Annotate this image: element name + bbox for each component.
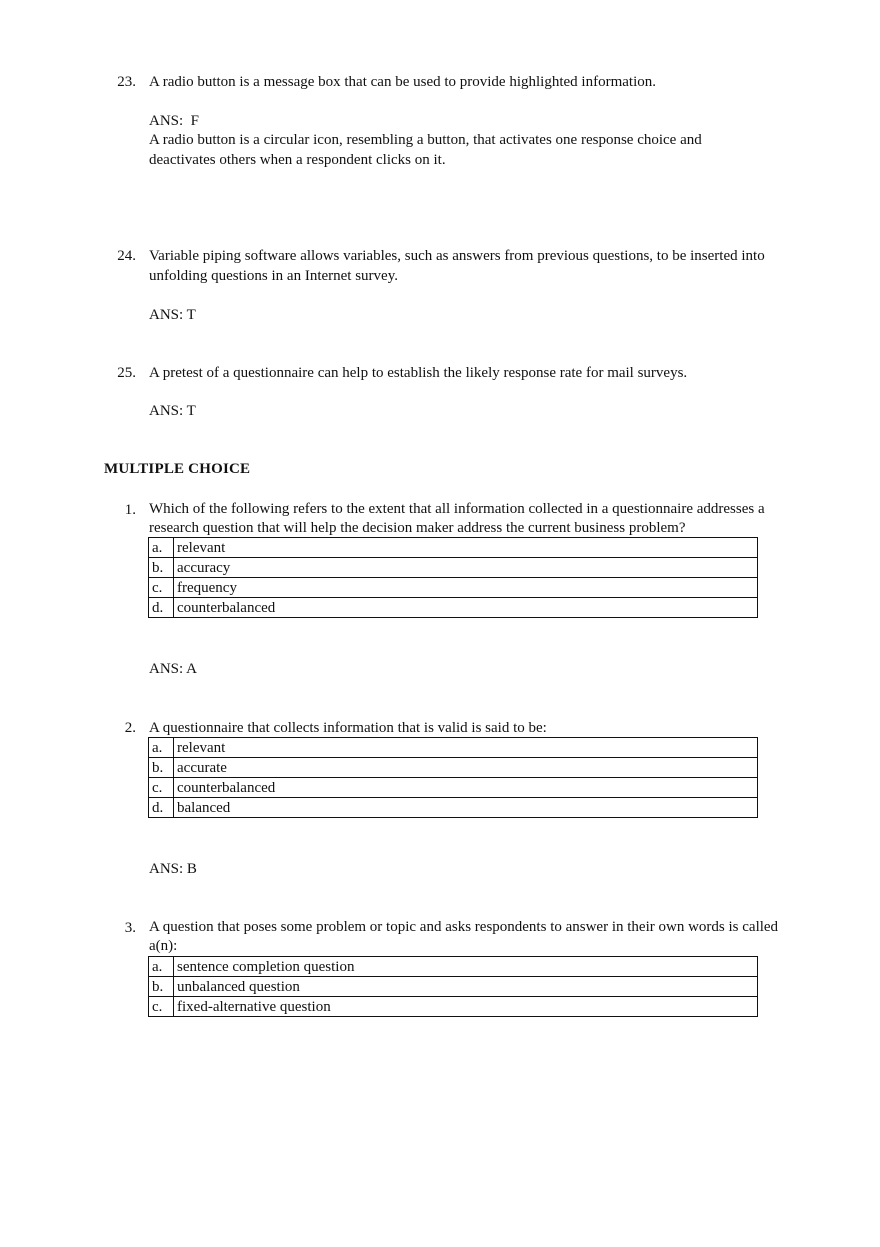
question-text: Variable piping software allows variables, such as answers from previous questions, to be inserted into unfolding questions in an Internet survey. (149, 248, 765, 284)
option-text: counterbalanced (174, 598, 758, 618)
question-number: 23. (117, 74, 136, 90)
option-text: fixed-alternative question (174, 997, 758, 1017)
option-text: counterbalanced (174, 778, 758, 798)
options-table (148, 537, 758, 618)
answer-label: ANS: T (149, 403, 196, 419)
options-table (148, 956, 758, 1017)
option-letter: c. (149, 578, 174, 598)
option-letter: d. (149, 798, 174, 818)
option-row (149, 957, 758, 977)
option-row (149, 738, 758, 758)
option-text: accuracy (174, 558, 758, 578)
option-text: relevant (174, 738, 758, 758)
question-number: 3. (124, 920, 136, 936)
option-row (149, 578, 758, 598)
option-text: unbalanced question (174, 977, 758, 997)
option-row (149, 758, 758, 778)
option-letter: c. (149, 997, 174, 1017)
option-row (149, 558, 758, 578)
option-letter: c. (149, 778, 174, 798)
option-letter: a. (149, 957, 174, 977)
answer-label: ANS: F (149, 113, 200, 129)
answer-label: ANS: A (149, 661, 197, 677)
question-number: 25. (117, 365, 136, 381)
answer-explanation: A radio button is a circular icon, resembling a button, that activates one response choice and deactivates others when a respondent clicks on it. (149, 132, 702, 168)
answer-label: ANS: B (149, 861, 197, 877)
question-number: 2. (124, 720, 136, 736)
option-letter: a. (149, 738, 174, 758)
option-letter: a. (149, 538, 174, 558)
option-row (149, 778, 758, 798)
question-number: 24. (117, 248, 136, 264)
question-text: A question that poses some problem or topic and asks respondents to answer in their own words is called a(n): (149, 919, 779, 954)
question-text: A radio button is a message box that can be used to provide highlighted information. (149, 74, 656, 90)
option-letter: b. (149, 758, 174, 778)
option-letter: d. (149, 598, 174, 618)
question-text: A questionnaire that collects information that is valid is said to be: (149, 720, 547, 736)
answer-label: ANS: T (149, 307, 196, 323)
option-text: frequency (174, 578, 758, 598)
option-row (149, 798, 758, 818)
question-text: A pretest of a questionnaire can help to establish the likely response rate for mail surveys. (149, 365, 688, 381)
option-text: sentence completion question (174, 957, 758, 977)
option-text: accurate (174, 758, 758, 778)
option-letter: b. (149, 558, 174, 578)
option-text: balanced (174, 798, 758, 818)
option-letter: b. (149, 977, 174, 997)
option-row (149, 598, 758, 618)
option-row (149, 977, 758, 997)
options-table (148, 737, 758, 818)
section-heading: MULTIPLE CHOICE (104, 461, 251, 477)
option-text: relevant (174, 538, 758, 558)
question-number: 1. (124, 502, 136, 518)
option-row (149, 538, 758, 558)
question-text: Which of the following refers to the extent that all information collected in a questionnaire addresses a research question that will help the decision maker address the current business problem? (149, 501, 765, 536)
option-row (149, 997, 758, 1017)
